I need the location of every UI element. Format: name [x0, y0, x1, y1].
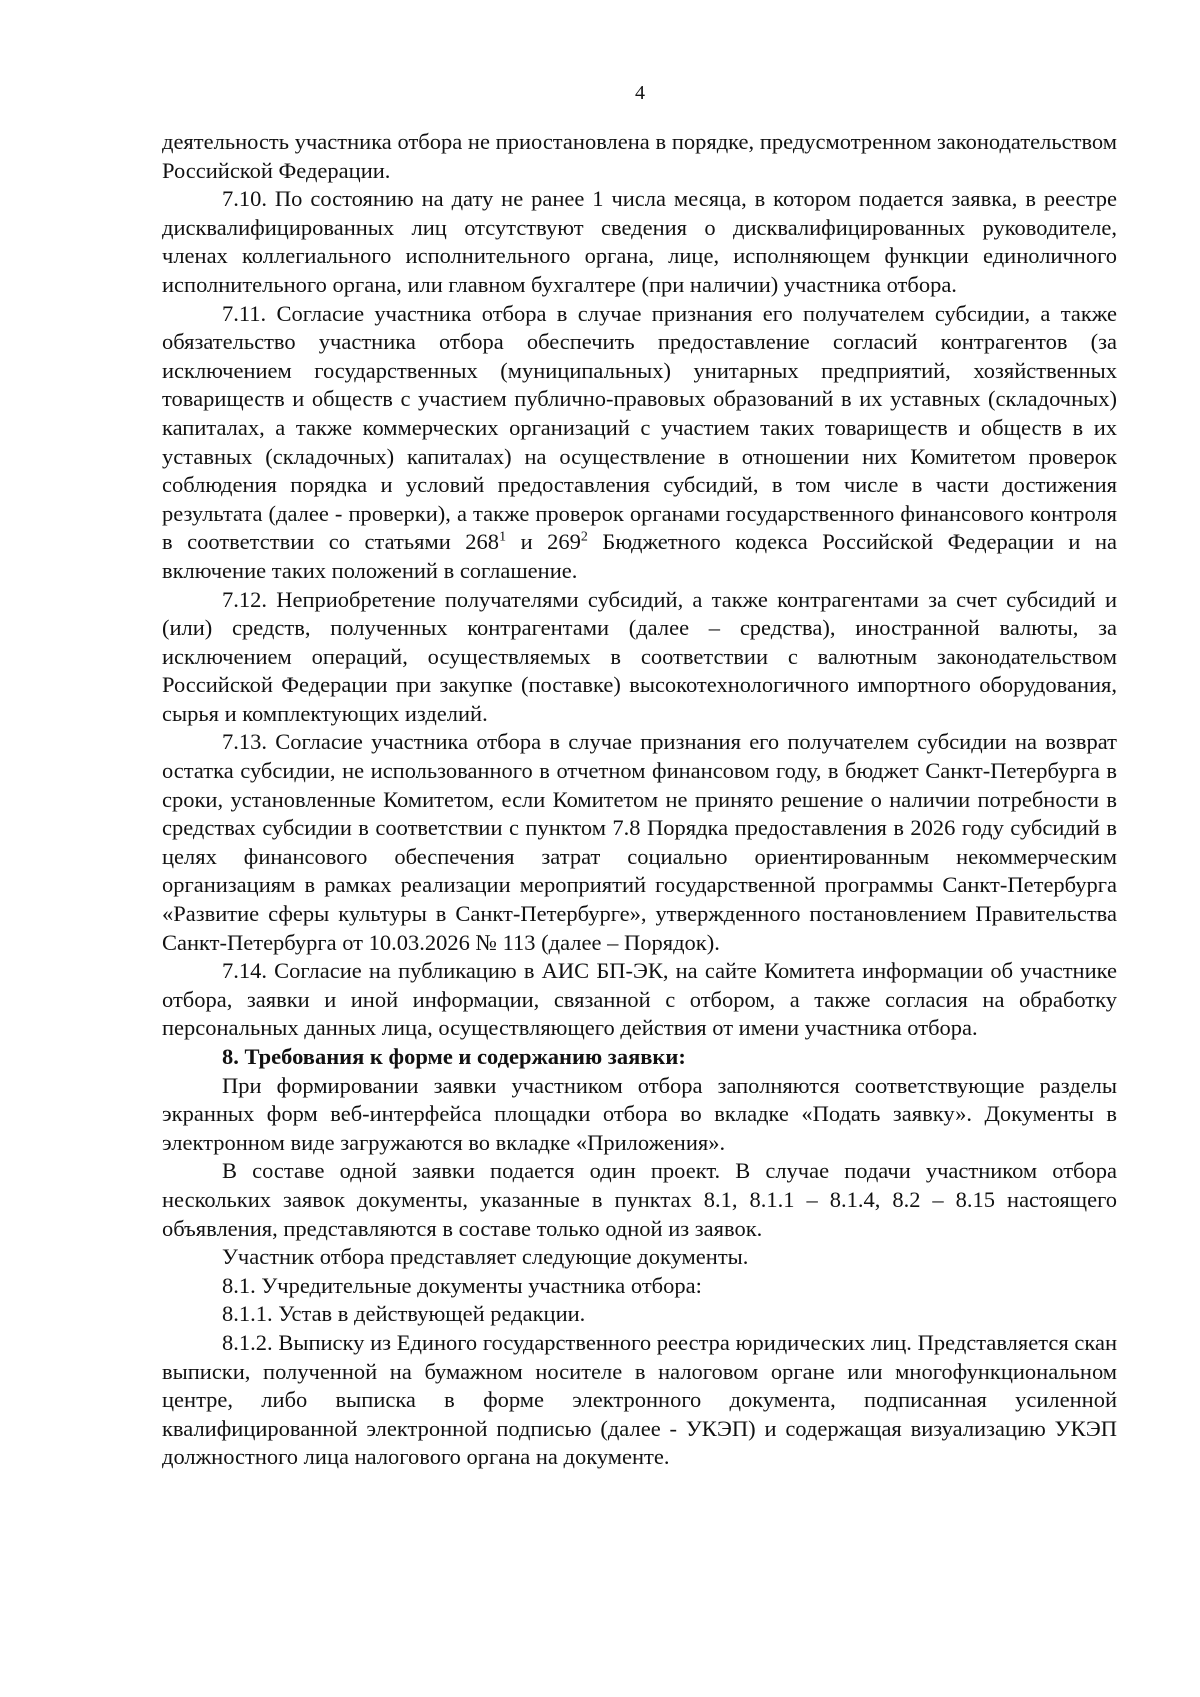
paragraph-8-1-2: 8.1.2. Выписку из Единого государственного реестра юридических лиц. Представляется скан выписки, полученной на бумажном носителе в налоговом органе или многофункциональном центре, либо выписка в форме электронного документа, подписанная усиленной квалифицированной электронной подписью (далее - УКЭП) и содержащая визуализацию УКЭП должностного лица налогового органа на документе.	[162, 1329, 1117, 1470]
page-number: 4	[635, 82, 645, 104]
paragraph-7-11-text-b: и 269	[506, 529, 581, 555]
document-body	[162, 128, 1117, 1472]
paragraph-7-11	[162, 300, 1117, 586]
footnote-sup-1: 1	[499, 529, 507, 545]
paragraph-8-intro-2: В составе одной заявки подается один проект. В случае подачи участником отбора нескольких заявок документы, указанные в пунктах 8.1, 8.1.1 – 8.1.4, 8.2 – 8.15 настоящего объявления, представляются в составе только одной из заявок.	[162, 1158, 1117, 1241]
paragraph-8-1-1: 8.1.1. Устав в действующей редакции.	[222, 1301, 586, 1327]
paragraph-7-11-text-c: Бюджетного кодекса Российской Федерации и на включение таких положений в соглашение.	[162, 529, 1118, 583]
paragraph-7-10: 7.10. По состоянию на дату не ранее 1 числа месяца, в котором подается заявка, в реестре дисквалифицированных лиц отсутствуют сведения о дисквалифицированных руководителе, членах коллегиального исполнительного органа, лице, исполняющем функции единоличного исполнительного органа, или главном бухгалтере (при наличии) участника отбора.	[162, 186, 1117, 297]
paragraph-continuation: деятельность участника отбора не приостановлена в порядке, предусмотренном законодательством Российской Федерации.	[162, 129, 1117, 183]
paragraph-8-intro-1: При формировании заявки участником отбора заполняются соответствующие разделы экранных форм веб-интерфейса площадки отбора во вкладке «Подать заявку». Документы в электронном виде загружаются во вкладке «Приложения».	[162, 1072, 1117, 1155]
section-8-heading: 8. Требования к форме и содержанию заявки:	[222, 1044, 686, 1069]
paragraph-8-intro-3: Участник отбора представляет следующие документы.	[222, 1244, 749, 1270]
paragraph-7-13: 7.13. Согласие участника отбора в случае признания его получателем субсидии на возврат остатка субсидии, не использованного в отчетном финансовом году, в бюджет Санкт-Петербурга в сроки, установленные Комитетом, если Комитетом не принято решение о наличии потребности в средствах субсидии в соответствии с пунктом 7.8 Порядка предоставления в 2026 году субсидий в целях финансового обеспечения затрат социально ориентированным некоммерческим организациям в рамках реализации мероприятий государственной программы Санкт-Петербурга «Развитие сферы культуры в Санкт-Петербурге», утвержденного постановлением Правительства Санкт-Петербурга от 10.03.2026 № 113 (далее – Порядок).	[162, 729, 1117, 955]
paragraph-8-1: 8.1. Учредительные документы участника отбора:	[222, 1272, 702, 1298]
footnote-sup-2: 2	[580, 529, 588, 545]
paragraph-7-12: 7.12. Неприобретение получателями субсидий, а также контрагентами за счет субсидий и (или) средств, полученных контрагентами (далее – средства), иностранной валюты, за исключением операций, осуществляемых в соответствии с валютным законодательством Российской Федерации при закупке (поставке) высокотехнологичного импортного оборудования, сырья и комплектующих изделий.	[162, 586, 1117, 726]
paragraph-7-11-text-a: 7.11. Согласие участника отбора в случае признания его получателем субсидии, а также обязательство участника отбора обеспечить предоставление согласий контрагентов (за исключением государственных (муниципальных) унитарных предприятий, хозяйственных товариществ и обществ с участием публично-правовых образований в их уставных (складочных) капиталах, а также коммерческих организаций с участием таких товариществ и обществ в их уставных (складочных) капиталах) на осуществление в отношении них Комитетом проверок соблюдения порядка и условий предоставления субсидий, в том числе в части достижения результата (далее - проверки), а также проверок органами государственного финансового контроля в соответствии со статьями 268	[162, 300, 1117, 555]
paragraph-7-14: 7.14. Согласие на публикацию в АИС БП-ЭК, на сайте Комитета информации об участнике отбора, заявки и иной информации, связанной с отбором, а также согласия на обработку персональных данных лица, осуществляющего действия от имени участника отбора.	[162, 958, 1117, 1041]
